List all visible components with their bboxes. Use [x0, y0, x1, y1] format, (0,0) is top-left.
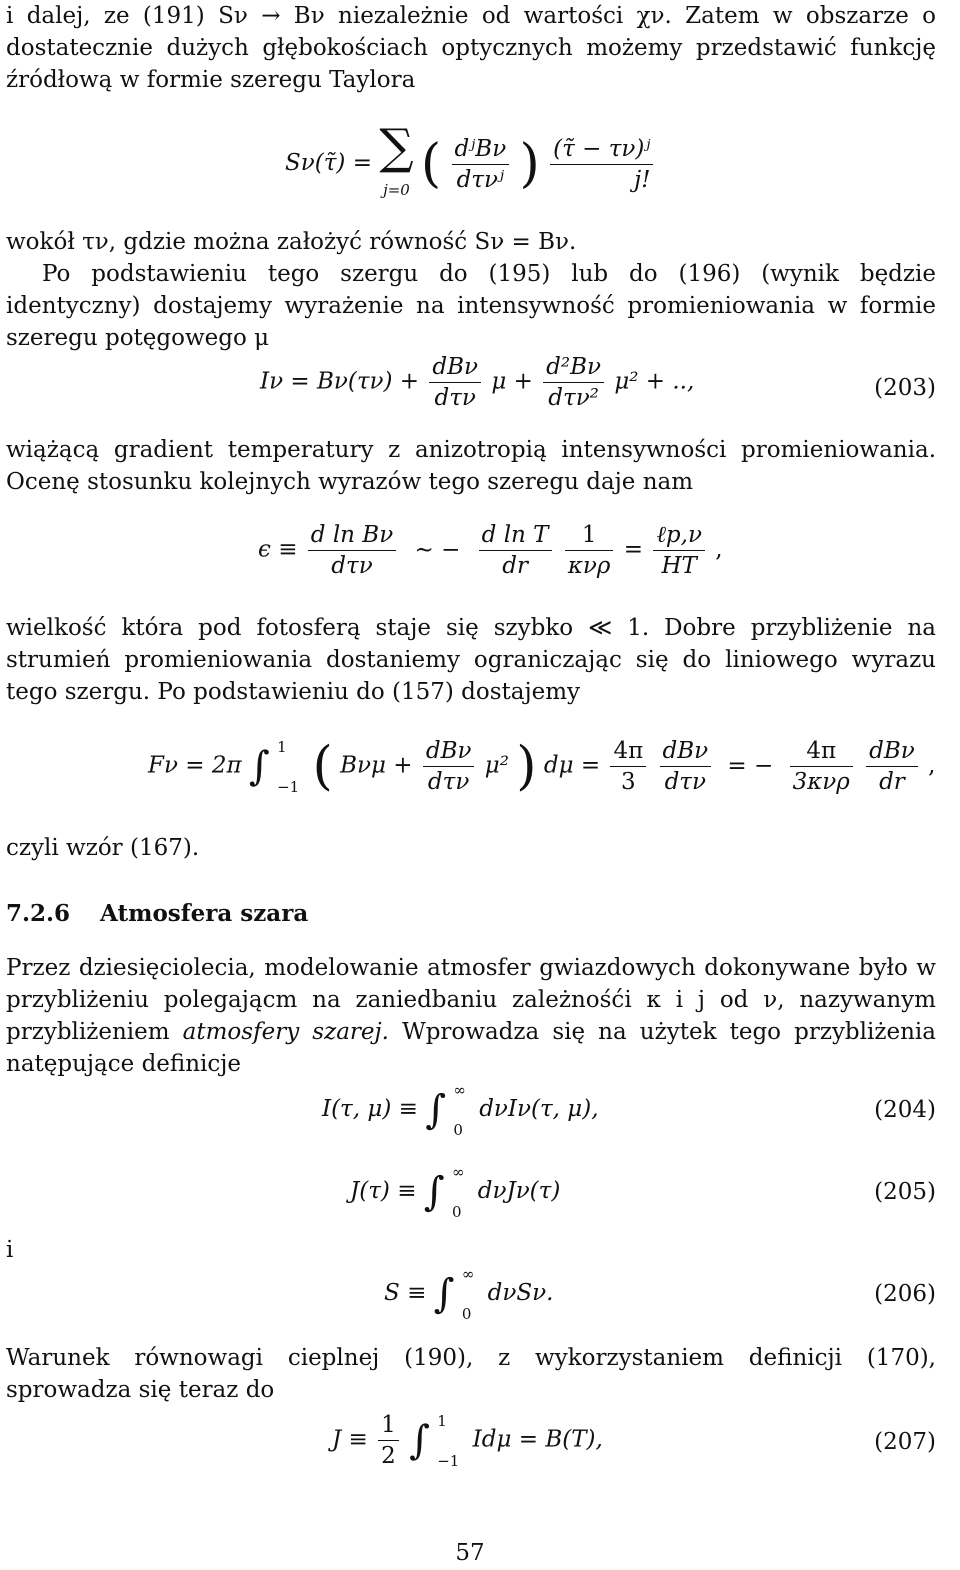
equation-204 — [322, 1080, 599, 1140]
eq203-tail: μ² + .., — [614, 368, 695, 395]
frac-den: dr — [879, 769, 905, 795]
fraction-1 — [308, 520, 396, 581]
eq204-lhs: I(τ, μ) ≡ — [322, 1096, 418, 1122]
equation-number-203: (203) — [874, 375, 936, 401]
frac-den: dτν — [427, 769, 470, 795]
frac-num: ℓp,ν — [653, 520, 705, 551]
integral-sign: ∫ — [423, 1169, 445, 1215]
section-heading — [6, 900, 308, 927]
eq205-lhs: J(τ) ≡ — [350, 1178, 417, 1204]
paragraph-formula-ref: czyli wzór (167). — [6, 835, 200, 861]
integral-sign: ∫ — [433, 1271, 455, 1317]
sum-symbol: ∑ j=0 — [379, 119, 414, 199]
equation-number-206: (206) — [874, 1281, 936, 1307]
eq-flux-eq2: = − — [727, 752, 774, 779]
eq-flux-dmu: dμ = — [543, 752, 601, 779]
fraction-power — [550, 134, 653, 195]
page-number: 57 — [455, 1540, 485, 1566]
frac-num: d²Bν — [543, 352, 604, 383]
fraction-4 — [653, 520, 705, 581]
integral-sign: ∫ — [409, 1417, 430, 1464]
eq205-rhs: dνJν(τ) — [477, 1178, 561, 1204]
integral-limits — [437, 1411, 459, 1471]
paragraph-gradient: wiążącą gradient temperatury z anizotropią intensywności promieniowania. Ocenę stosunku kolejnych wyrazów tego szeregu daje nam — [6, 437, 936, 495]
frac-num: dBν — [866, 736, 918, 767]
integral-limits — [462, 1264, 475, 1324]
fraction-3 — [660, 736, 712, 797]
frac-num: 1 — [378, 1410, 399, 1441]
equation-206 — [384, 1264, 553, 1324]
limit-bottom: 0 — [453, 1121, 463, 1139]
equation-number-207: (207) — [874, 1429, 936, 1455]
paragraph-substitution: Po podstawieniu tego szergu do (195) lub do (196) (wynik będzie identyczny) dostajemy wyrażenie na intensywność promieniowania w formie szeregu potęgowego μ — [6, 261, 936, 351]
frac-num: (τ̃ − τν)ʲ — [550, 134, 653, 165]
fraction-3 — [565, 520, 614, 581]
left-paren: ( — [420, 134, 442, 194]
equation-205 — [350, 1162, 560, 1222]
frac-den: dτν — [434, 385, 476, 411]
right-paren: ) — [516, 736, 537, 797]
eq-flux-lhs: Fν = 2π — [148, 752, 242, 779]
eq203-lhs: Iν = Bν(τν) + — [260, 368, 420, 395]
limit-top: ∞ — [453, 1081, 466, 1099]
frac-den: HT — [661, 553, 697, 579]
right-paren: ) — [519, 134, 540, 194]
frac-den: dτν² — [548, 385, 599, 411]
limit-top: ∞ — [461, 1265, 475, 1283]
fraction-derivative — [452, 134, 510, 195]
fraction-half — [378, 1410, 399, 1471]
limit-bottom: −1 — [277, 777, 300, 796]
frac-den: dτνʲ — [456, 166, 505, 193]
frac-num: d ln T — [479, 520, 552, 551]
eq204-rhs: dνIν(τ, μ), — [479, 1096, 599, 1122]
section-title: Atmosfera szara — [100, 900, 309, 927]
eq-flux-inner2: μ² — [484, 752, 509, 779]
paragraph-around: wokół τν, gdzie można założyć równość Sν = Bν. — [6, 229, 577, 255]
eq207-lhs: J ≡ — [332, 1426, 368, 1453]
eq206-lhs: S ≡ — [384, 1280, 427, 1306]
conjunction-i: i — [6, 1237, 14, 1263]
fraction-4 — [790, 736, 853, 797]
eq-flux-inner1: Bνμ + — [340, 752, 413, 779]
integral-sign: ∫ — [425, 1087, 447, 1133]
integral-limits — [277, 737, 299, 797]
paragraph-grey-atmosphere — [6, 952, 936, 1080]
equation-taylor — [285, 119, 656, 206]
fraction-5 — [866, 736, 918, 797]
limit-bottom: 0 — [461, 1305, 472, 1323]
para7-emphasis: atmosfery szarej. — [182, 1019, 389, 1045]
equation-flux — [148, 736, 935, 797]
equation-203 — [260, 352, 694, 413]
frac-num: 1 — [565, 520, 614, 551]
equation-number-205: (205) — [874, 1179, 936, 1205]
frac-den: κνρ — [567, 553, 611, 579]
limit-top: 1 — [437, 1411, 447, 1430]
eq-taylor-lhs: Sν(τ̃) = — [285, 150, 372, 176]
frac-den: 3κνρ — [792, 769, 850, 795]
para7-part-b: Wprowadza się na użytek tego przybliżenia natępujące definicje — [6, 1019, 936, 1077]
paragraph-intro: i dalej, ze (191) Sν → Bν niezależnie od wartości χν. Zatem w obszarze o dostatecznie dużych głębokościach optycznych możemy przedstawić funkcję źródłową w formie szeregu Taylora — [6, 3, 936, 93]
integral-limits — [452, 1162, 465, 1222]
eq206-rhs: dνSν. — [487, 1280, 554, 1306]
frac-den: dτν — [331, 553, 373, 579]
frac-den: j! — [634, 166, 651, 193]
limit-bottom: −1 — [437, 1451, 460, 1470]
fraction-2 — [479, 520, 552, 581]
frac-den: dr — [502, 553, 528, 579]
eq-eps-sim: ∼ − — [414, 536, 461, 563]
frac-num: 4π — [790, 736, 853, 767]
eq203-mid: μ + — [491, 368, 533, 395]
left-paren: ( — [312, 736, 333, 797]
section-number: 7.2.6 — [6, 900, 71, 927]
eq-eps-lhs: ϵ ≡ — [258, 536, 298, 563]
frac-num: dBν — [423, 736, 475, 767]
integral-sign: ∫ — [248, 743, 270, 790]
sum-subscript: j=0 — [383, 181, 410, 199]
paragraph-small-quantity: wielkość która pod fotosferą staje się szybko ≪ 1. Dobre przybliżenie na strumień promieniowania dostaniemy ograniczając się do liniowego wyrazu tego szergu. Po podstawieniu do (157) dostajemy — [6, 615, 936, 705]
fraction-1 — [423, 736, 475, 797]
frac-num: dBν — [660, 736, 712, 767]
integral-limits — [453, 1080, 466, 1140]
limit-top: ∞ — [451, 1163, 465, 1181]
frac-num: dʲBν — [452, 134, 510, 165]
equation-207 — [332, 1410, 603, 1471]
eq-flux-tail: , — [928, 752, 936, 779]
frac-den: dτν — [664, 769, 707, 795]
paragraph-equilibrium: Warunek równowagi cieplnej (190), z wykorzystaniem definicji (170), sprowadza się teraz do — [6, 1345, 936, 1403]
eq207-rhs: Idμ = B(T), — [472, 1426, 603, 1453]
fraction-2 — [610, 736, 646, 797]
para7-part-a: Przez dziesięciolecia, modelowanie atmosfer gwiazdowych dokonywane było w przybliżeniu polegającm na zaniedbaniu zależnośći κ i j od ν, nazywanym przybliżeniem — [6, 955, 936, 1045]
frac-num: d ln Bν — [308, 520, 396, 551]
fraction-1 — [429, 352, 481, 413]
limit-bottom: 0 — [451, 1203, 462, 1221]
equation-number-204: (204) — [874, 1097, 936, 1123]
eq-eps-equals: = — [623, 536, 644, 563]
frac-den: 3 — [620, 769, 636, 795]
frac-den: 2 — [381, 1443, 396, 1469]
equation-epsilon — [258, 520, 723, 581]
frac-num: 4π — [610, 736, 646, 767]
eq-eps-tail: , — [715, 536, 723, 563]
fraction-2 — [543, 352, 604, 413]
frac-num: dBν — [429, 352, 481, 383]
limit-top: 1 — [277, 737, 287, 756]
